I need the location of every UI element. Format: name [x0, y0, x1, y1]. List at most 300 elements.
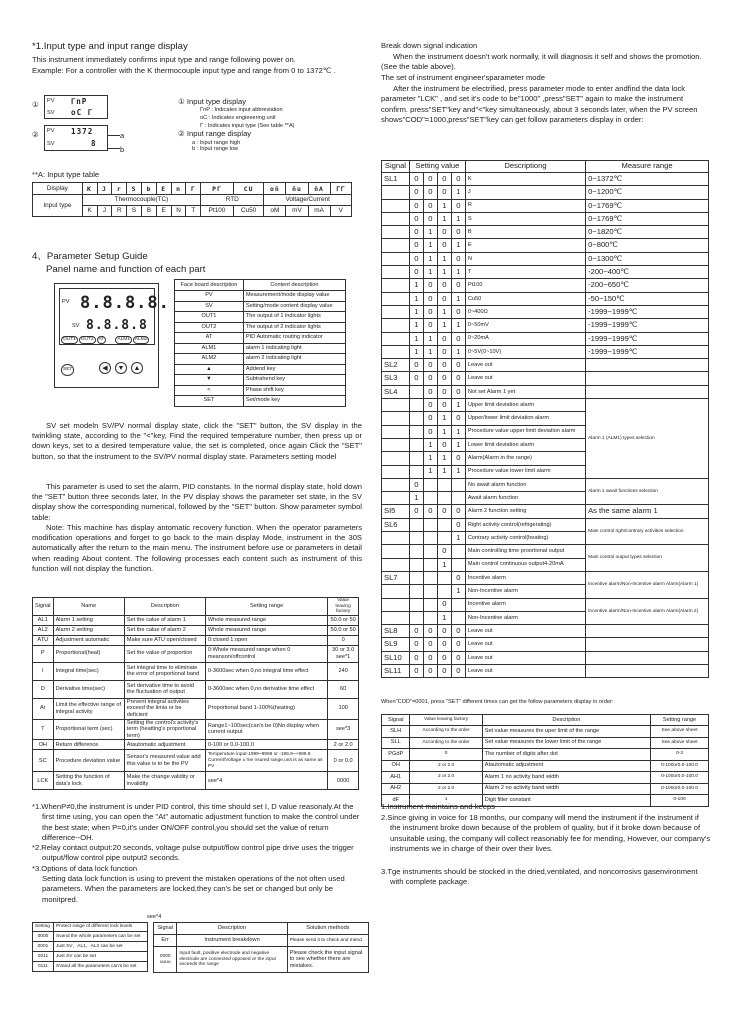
sl-cell: 1	[423, 266, 437, 279]
panel-display	[59, 288, 170, 345]
sl-cell: 1	[409, 319, 423, 332]
param-cell: 100	[328, 698, 359, 719]
sl-signal	[382, 478, 410, 491]
face-key: PV	[175, 291, 244, 302]
display-glyph: S	[127, 183, 142, 195]
sl-cell: 1	[437, 305, 451, 318]
param-cell: 0-3600sec when 0,no integral time effect	[205, 662, 327, 680]
sl-merged: Alarm 1 await functions selection	[586, 478, 709, 505]
sl-cell: 1	[437, 425, 451, 438]
cod-cell: 2 or 2.0	[410, 760, 482, 772]
table-row	[382, 783, 709, 795]
sl-signal	[382, 226, 410, 239]
panel-pv-digits: 8.8.8.8.	[80, 293, 170, 313]
sl-cell: 0~5V(0~10V)	[465, 345, 585, 358]
sl-cell: 0~50mV	[465, 319, 585, 332]
panel-up-key[interactable]: ▲	[131, 362, 143, 374]
sl-cell: 0	[437, 279, 451, 292]
sl-range	[586, 359, 709, 372]
pv-label: PV	[47, 98, 55, 104]
sl-cell: 1	[451, 266, 465, 279]
error-cell: Instrument breakdown	[177, 935, 287, 947]
sl-cell: 0	[437, 651, 451, 664]
sl-cell	[451, 611, 465, 624]
display-glyph: E	[156, 183, 171, 195]
table-row	[33, 635, 359, 645]
sl-cell	[451, 478, 465, 491]
table-row	[382, 518, 709, 531]
sl-cell	[409, 385, 423, 398]
led-out1: OUT1	[63, 337, 76, 342]
sl-cell: 1	[423, 226, 437, 239]
table-row	[33, 680, 359, 698]
sl-range: 0~1769℃	[586, 199, 709, 212]
param-cell: Setting the control's activity's term (heatting's proportional term)	[124, 719, 205, 740]
sl-range: 0~1820℃	[586, 226, 709, 239]
face-key: ALM2	[175, 354, 244, 365]
face-desc: Subtrahend key	[243, 375, 345, 386]
sl-merged: Main control right/contrary activities selection	[586, 518, 709, 545]
sl-cell: 0	[423, 412, 437, 425]
table-row	[382, 305, 709, 318]
cod-cell: Set value measures the lower limit of the range	[482, 737, 650, 749]
sl-cell: 1	[423, 332, 437, 345]
sl-cell: Cu50	[465, 292, 585, 305]
table-row	[382, 737, 709, 749]
table-row	[175, 333, 346, 344]
sl-cell: 1	[423, 252, 437, 265]
sl-cell: 0	[451, 571, 465, 584]
s4-subtitle: Panel name and function of each part	[46, 264, 206, 275]
display-glyph: Γ	[186, 183, 201, 195]
table-row	[382, 478, 709, 491]
input-type-cell: oM	[264, 206, 286, 217]
error-table	[153, 922, 369, 973]
table-row	[33, 923, 148, 932]
display-glyph: ñA	[308, 183, 330, 195]
sl-signal	[382, 212, 410, 225]
sl-header: Signal	[382, 161, 410, 173]
face-desc: The output of 1 indicator lights	[243, 312, 345, 323]
sl-cell: 0	[451, 505, 465, 518]
table-row	[382, 212, 709, 225]
sl-cell: 0	[409, 651, 423, 664]
note-3-body: Setting data lock function is using to prevent the mistaken operations of the not often used parameters. When the parameters are locked,they can's be set or changed but only be monitpred.	[42, 874, 345, 904]
panel-sv-label: SV	[72, 323, 80, 329]
sl-cell: 0	[451, 664, 465, 677]
input-type-label: Input type	[33, 195, 83, 217]
sl-cell	[409, 598, 423, 611]
lock-cell: 0001	[33, 942, 54, 952]
sl-cell: Procedure value upper limit deviation alarm	[465, 425, 585, 438]
table-row	[33, 942, 148, 952]
param-cell: 0-100 or 0.0-100.0	[205, 740, 327, 750]
input-type-cell: N	[171, 206, 186, 217]
table-row	[33, 645, 359, 662]
param-cell: AL2	[33, 625, 54, 635]
sl-cell: Leave out	[465, 359, 585, 372]
table-row	[382, 239, 709, 252]
sl-cell: 0	[409, 638, 423, 651]
param-cell: Set integral time to eliminate the error of proportional band	[124, 662, 205, 680]
sl-merged: Incentive alarm/Non-Incentive alarm Alarm(Alarm 2)	[586, 598, 709, 625]
cod-cell: Alarm 2 no activity band width	[482, 783, 650, 795]
sl-merged: Incentive alarm/Non-Incentive alarm Alarm(Alarm 1)	[586, 571, 709, 598]
footer-3: 3.Tge instruments should be stocked in the dried,ventilated, and noncorrosivs gasenvironment with complete package.	[381, 867, 698, 887]
lcd-box-2	[44, 125, 108, 151]
cod-header: Value leaving factory	[410, 715, 482, 726]
face-desc: Phase shift key	[243, 385, 345, 396]
panel-led-row	[61, 336, 149, 344]
cod-cell: 2 or 2.0	[410, 783, 482, 795]
sl-cell: Main controlling time proortional output	[465, 545, 585, 558]
sl-cell	[437, 571, 451, 584]
sl-header: Descriptiong	[465, 161, 585, 173]
sl-cell: 0	[423, 625, 437, 638]
sl-cell: 0	[423, 186, 437, 199]
sl-cell: 0	[409, 625, 423, 638]
error-header: Signal	[154, 923, 177, 935]
param-cell: ATU	[33, 635, 54, 645]
lcd-r1: ᒥnP	[71, 97, 88, 106]
sl-cell: Contrary activity control(heating)	[465, 532, 585, 545]
sl-cell: 0	[437, 292, 451, 305]
lock-header: Setting	[33, 923, 54, 932]
led-alm2: ALM2	[134, 337, 148, 342]
sl-cell: Right activity control(refrigerating)	[465, 518, 585, 531]
face-key: SV	[175, 301, 244, 312]
param-cell: Return difference	[53, 740, 124, 750]
para-params: This parameter is used to set the alarm, PID constants. In the normal display state, hold down the "SET" button three seconds later, In the PV display shows the parameter set state, in the SV display show the corresponding numerical, followed by the "SET" button. Show parameter symbol table:	[32, 482, 362, 522]
input-type-cell: B	[141, 206, 156, 217]
face-key: AT	[175, 333, 244, 344]
sl-cell: 0	[437, 372, 451, 385]
cod-cell: 1	[410, 795, 482, 807]
sl-signal	[382, 465, 410, 478]
panel-shift-key[interactable]: ◀	[99, 362, 111, 374]
sl-cell: T	[465, 266, 585, 279]
table-row	[382, 173, 709, 186]
table-row	[382, 664, 709, 677]
display-glyph: Ƙ	[82, 183, 97, 195]
display-glyph: ñu	[286, 183, 308, 195]
cod-cell: SLL	[382, 737, 410, 749]
param-cell: Set derivative time to avoid the fluctuation of output	[124, 680, 205, 698]
sl-signal	[382, 545, 410, 558]
note-3: *3.Options of data lock function	[32, 864, 138, 873]
footer-1: 1.Instrument maintains and keeps	[381, 802, 495, 811]
face-desc: alarm 1 indicating light	[243, 343, 345, 354]
sl-signal: SL2	[382, 359, 410, 372]
sl-signal	[382, 438, 410, 451]
sl-range	[586, 385, 709, 398]
table-row	[33, 615, 359, 625]
sl-cell	[409, 558, 423, 571]
sl-cell: Leave out	[465, 638, 585, 651]
cod-cell: 0-100or0.0-100.0	[651, 783, 709, 795]
sl-cell: J	[465, 186, 585, 199]
sl-cell: 0	[423, 651, 437, 664]
table-row	[154, 923, 369, 935]
sl-cell: 0	[437, 385, 451, 398]
sl-cell: 1	[423, 438, 437, 451]
sl-cell: Alarm 2 function setting	[465, 505, 585, 518]
sl-signal: SL6	[382, 518, 410, 531]
display-glyph: CU	[233, 183, 263, 195]
sl-cell	[423, 545, 437, 558]
face-key: <	[175, 385, 244, 396]
sl-cell: 0	[437, 239, 451, 252]
sl-cell: Leave out	[465, 372, 585, 385]
table-row	[382, 292, 709, 305]
lock-cell: 0011	[33, 952, 54, 962]
param-cell: OH	[33, 740, 54, 750]
lcd-r4: 8	[91, 139, 97, 148]
sl-cell: 0	[409, 664, 423, 677]
sl-cell	[423, 585, 437, 598]
table-row	[175, 301, 346, 312]
face-desc: Setting/mode content display value	[243, 301, 345, 312]
sl-signal	[382, 585, 410, 598]
sl-cell: 0	[409, 173, 423, 186]
vc-header: Voltage/Current	[264, 195, 352, 206]
sl-cell: 1	[409, 492, 423, 505]
table-row	[33, 662, 359, 680]
param-cell: Prevent integral activities exceed the limia or be deficient	[124, 698, 205, 719]
sl-cell: 1	[451, 532, 465, 545]
param-cell: T	[33, 719, 54, 740]
table-row	[382, 726, 709, 738]
lock-header: Protect range of different lock levels	[53, 923, 147, 932]
sl-cell: 1	[451, 212, 465, 225]
table-row	[33, 719, 359, 740]
table-row	[33, 952, 148, 962]
table-row	[382, 715, 709, 726]
sl-cell: 0	[409, 226, 423, 239]
sl-cell: 1	[451, 425, 465, 438]
label-a: a	[120, 131, 125, 140]
table-row	[382, 399, 709, 412]
param-cell: 2 or 2.0	[328, 740, 359, 750]
lock-cell: 0111	[33, 962, 54, 972]
sl-cell: 0	[409, 505, 423, 518]
sl-cell: 0	[423, 279, 437, 292]
param-cell: AL1	[33, 615, 54, 625]
lock-cell: Just SV、AL1、AL2 can be set	[53, 942, 147, 952]
legend-2: ᒥnP : Indicates input abbreviation	[200, 107, 283, 114]
sl-cell: 0	[437, 625, 451, 638]
sl-cell: 0	[451, 385, 465, 398]
sl-cell	[409, 425, 423, 438]
table-row	[382, 749, 709, 761]
sl-cell: Upper/lower limit deviation alarm	[465, 412, 585, 425]
lcd-box-1	[44, 95, 108, 119]
sl-cell: 1	[451, 465, 465, 478]
lock-cell: Just SV can be set	[53, 952, 147, 962]
sl-cell: Leave out	[465, 664, 585, 677]
sl-cell: Incentive alarm	[465, 598, 585, 611]
sl-cell	[409, 452, 423, 465]
sl-cell: 1	[423, 345, 437, 358]
table-row	[175, 375, 346, 386]
sl-signal	[382, 292, 410, 305]
error-cell: Please send it to check and mend	[287, 935, 368, 947]
sl-cell: 0	[437, 545, 451, 558]
sl-range	[586, 651, 709, 664]
lcd-r3: 1372	[71, 127, 94, 136]
cod-cell: AH2	[382, 783, 410, 795]
sl-signal	[382, 492, 410, 505]
sl-header: Setting value	[409, 161, 465, 173]
face-key: ALM1	[175, 343, 244, 354]
table-row	[382, 545, 709, 558]
table-row	[382, 571, 709, 584]
see4-label: see*4	[147, 914, 162, 920]
sl-cell: Pt100	[465, 279, 585, 292]
table-row	[33, 962, 148, 972]
cod-cell: 0-100	[651, 795, 709, 807]
legend-5: ② Input range display	[178, 129, 252, 139]
face-desc: PID Automatic routing indicator	[243, 333, 345, 344]
sl-cell	[409, 545, 423, 558]
error-header: Description	[177, 923, 287, 935]
sl-cell: B	[465, 226, 585, 239]
rtd-header: RTD	[201, 195, 264, 206]
sl-cell: 1	[437, 452, 451, 465]
panel-down-key[interactable]: ▼	[115, 362, 127, 374]
sl-signal	[382, 319, 410, 332]
sl-cell	[437, 518, 451, 531]
breakdown-heading: Break down signal indication	[381, 41, 478, 50]
param-cell: Set the calue of alarm 2	[124, 625, 205, 635]
table-row	[382, 345, 709, 358]
sl-range: -1999~1999℃	[586, 319, 709, 332]
table-row	[33, 932, 148, 942]
face-key: OUT1	[175, 312, 244, 323]
sl-signal	[382, 279, 410, 292]
sl-range: 0~1200℃	[586, 186, 709, 199]
cod-cell: PGdP	[382, 749, 410, 761]
sl-signal	[382, 345, 410, 358]
sl-cell	[423, 571, 437, 584]
sl-merged: Alarm 1 (ALM1) types selection	[586, 399, 709, 479]
sl-cell: 0~400Ω	[465, 305, 585, 318]
table-row	[175, 396, 346, 407]
sl-cell: 0	[451, 372, 465, 385]
sl-cell	[423, 598, 437, 611]
sl-table	[381, 160, 709, 678]
sl-cell: 0	[437, 664, 451, 677]
sl-cell: Non-Incentive alarm	[465, 611, 585, 624]
input-type-cell: Cu50	[233, 206, 263, 217]
sl-cell	[423, 518, 437, 531]
table-row	[175, 291, 346, 302]
input-type-cell: Pt100	[201, 206, 234, 217]
sl-cell: 0	[451, 279, 465, 292]
cod-header: Signal	[382, 715, 410, 726]
panel-set-key[interactable]: SET	[61, 364, 74, 376]
param-cell: Make sure ATU open/closed	[124, 635, 205, 645]
param-cell: 50.0 or 50	[328, 625, 359, 635]
sl-cell: 1	[437, 319, 451, 332]
param-cell: 0-3600sec when 0,no derivative time effect	[205, 680, 327, 698]
sl-cell: 1	[409, 305, 423, 318]
sl-cell: 0	[423, 173, 437, 186]
sl-cell: 0	[423, 212, 437, 225]
table-row	[33, 740, 359, 750]
cod-cell: AH1	[382, 772, 410, 784]
sl-cell: 0	[451, 226, 465, 239]
pv-label-2: PV	[47, 128, 55, 134]
table-row	[382, 186, 709, 199]
panel-drawing	[54, 283, 170, 388]
table-row	[154, 947, 369, 973]
sl-range: 0~800℃	[586, 239, 709, 252]
table-row	[382, 638, 709, 651]
engineer-mode-heading: The set of instrument engineer'sparameter mode	[381, 73, 545, 82]
sl-signal	[382, 452, 410, 465]
table-row	[33, 750, 359, 772]
table-row	[382, 372, 709, 385]
table-row	[382, 625, 709, 638]
sl-cell: 0	[451, 332, 465, 345]
display-glyph: ᒥᒥ	[330, 183, 351, 195]
sl-signal	[382, 266, 410, 279]
lock-cell: 0000	[33, 932, 54, 942]
sl-cell: 1	[437, 465, 451, 478]
cod-cell: See above sheet	[651, 726, 709, 738]
sl-cell: 1	[437, 212, 451, 225]
face-board-table	[174, 279, 346, 407]
sl-signal	[382, 532, 410, 545]
cod-cell: According to the order	[410, 726, 482, 738]
panel-pv-label: PV	[62, 299, 70, 305]
table-row	[33, 625, 359, 635]
sl-range	[586, 372, 709, 385]
sl-cell: 0	[423, 664, 437, 677]
table-row	[175, 343, 346, 354]
param-cell: I	[33, 662, 54, 680]
legend-6: a : Input range high	[192, 139, 241, 146]
breakdown-para: When the instrument doesn't work normally, it will diagnosis it self and shows the promotion.(See the table above).	[381, 52, 702, 72]
sl-cell: 1	[423, 452, 437, 465]
face-header: Face board description	[175, 280, 244, 291]
input-type-cell: mV	[286, 206, 308, 217]
input-type-cell: S	[127, 206, 142, 217]
thermo-header: Thermocouple(TC)	[82, 195, 201, 206]
error-cell: Please check the input signal to see whether there are mistakes.	[287, 947, 368, 973]
sl-cell: 0	[423, 359, 437, 372]
sl-signal	[382, 425, 410, 438]
sl-header: Measure range	[586, 161, 709, 173]
cod-header: Description	[482, 715, 650, 726]
cod-title: When"COD"=0001, press "SET" different times can get the follow parameters display in order:	[381, 699, 614, 705]
sl-signal	[382, 598, 410, 611]
sl-signal: SL8	[382, 625, 410, 638]
table-row	[382, 598, 709, 611]
sl-cell: 0	[437, 173, 451, 186]
sl-cell: 0	[423, 399, 437, 412]
param-cell: P	[33, 645, 54, 662]
cod-cell: Alarm 1 no activity band width	[482, 772, 650, 784]
sl-signal: SL10	[382, 651, 410, 664]
sl-cell	[451, 545, 465, 558]
face-desc: alarm 2 indicating light	[243, 354, 345, 365]
note-2: *2.Relay contact output:20 seconds, voltage pulse output/flow control pipe drive uses the trigger output/flow control pipe output2 seconds.	[32, 843, 354, 863]
sl-signal	[382, 332, 410, 345]
sl-cell: Lower limit deviation alarm	[465, 438, 585, 451]
sl-cell: 1	[451, 239, 465, 252]
